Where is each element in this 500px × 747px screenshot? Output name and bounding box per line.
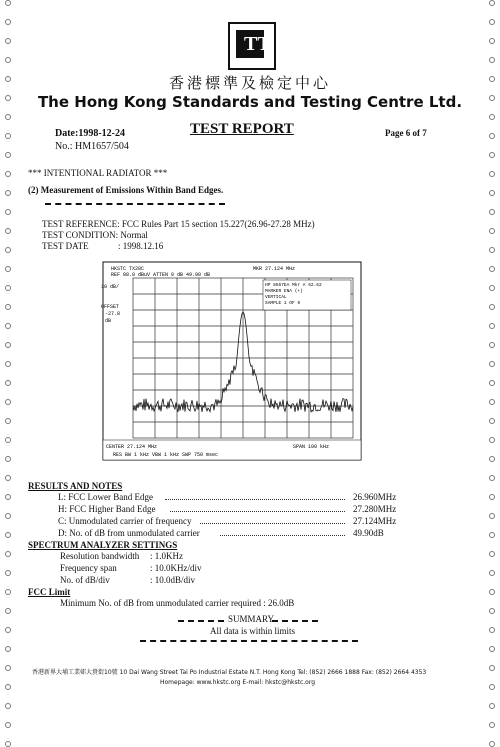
spectrum-plot [103,262,361,460]
plot-center: CENTER 27.124 MHz [106,444,158,450]
footer-homepage: Homepage: www.hkstc.org E-mail: hkstc@hkstc.org [160,679,316,686]
result-carrier-value: 27.124MHz [353,516,397,526]
summary-label: SUMMARY [228,614,275,624]
divider [45,203,225,205]
leader [200,523,345,524]
plot-offset-unit: dB [105,318,112,324]
plot-box-4: SAMPLE 1 OF 9 [265,301,301,306]
plot-top-2: REF 88.0 dBuV ATTEN 0 dB 49.90 dB [111,272,211,278]
logo-mark: TT [244,33,271,55]
footer-address: 香港新界大埔工業邨大貴街10號 10 Dai Wang Street Tai Po Industrial Estate N.T. Hong Kong Tel: (852) 2666 1888 Fax: (852) 2664 4353 [32,669,427,676]
summary-rule-left [178,620,224,622]
report-number: No.: HM1657/504 [55,141,129,152]
spectrum-div-label: No. of dB/div [60,575,110,585]
result-db-label: D: No. of dB from unmodulated carrier [58,528,200,538]
report-date: Date:1998-12-24 [55,128,125,139]
plot-box-1: HP 8567EA Mkr A 62.62 [265,283,322,288]
fcc-limit-heading: FCC Limit [28,587,71,597]
report-title: TEST REPORT [190,121,294,137]
section-radiator: *** INTENTIONAL RADIATOR *** [28,168,168,178]
spectrum-span-value: : 10.0KHz/div [150,563,202,573]
spectrum-div-value: : 10.0dB/div [150,575,196,585]
plot-box-2: MARKER ENA (+) [265,289,303,294]
plot-offset: OFFSET [101,304,120,310]
plot-span: SPAN 100 kHz [293,444,330,450]
spectrum-rbw-value: : 1.0KHz [150,551,183,561]
result-higher-value: 27.280MHz [353,504,397,514]
result-carrier-label: C: Unmodulated carrier of frequency [58,516,192,526]
summary-text: All data is within limits [210,626,295,636]
spectrum-plot-svg [103,262,361,460]
spectrum-rbw-label: Resolution bandwidth [60,551,140,561]
company-name: The Hong Kong Standards and Testing Centre Ltd. [37,93,463,111]
company-logo [228,22,276,70]
page-number: Page 6 of 7 [385,128,427,138]
fcc-limit-text: Minimum No. of dB from unmodulated carrier required : 26.0dB [60,598,295,608]
spectrum-span-label: Frequency span [60,563,117,573]
results-heading: RESULTS AND NOTES [28,481,123,491]
chinese-company-name: 香港標準及檢定中心 [168,74,331,92]
plot-bottom: RES BW 1 kHz VBW 1 kHz SWP 750 msec [113,452,219,458]
plot-offset-value: -27.8 [105,311,121,317]
result-lower-value: 26.960MHz [353,492,397,502]
test-date-label: TEST DATE [42,241,89,251]
leader [165,499,345,500]
leader [170,511,345,512]
summary-rule-bottom [140,640,358,642]
plot-box-3: VERTICAL [265,295,287,300]
result-lower-label: L: FCC Lower Band Edge [58,492,153,502]
plot-header-left: HKSTC TX28C [111,266,145,272]
plot-scale: 10 dB/ [101,284,120,290]
test-date-value: : 1998.12.16 [118,241,164,251]
result-db-value: 49.90dB [353,528,384,538]
result-higher-label: H: FCC Higher Band Edge [58,504,156,514]
test-reference: TEST REFERENCE: FCC Rules Part 15 section 15.227(26.96-27.28 MHz) [42,219,315,229]
leader [220,535,345,536]
plot-top-1: MKR 27.124 MHz [253,266,296,272]
test-condition: TEST CONDITION: Normal [42,230,148,240]
spectrum-heading: SPECTRUM ANALYZER SETTINGS [28,540,178,550]
summary-rule-right [272,620,318,622]
section-measurement: (2) Measurement of Emissions Within Band Edges. [28,185,224,195]
